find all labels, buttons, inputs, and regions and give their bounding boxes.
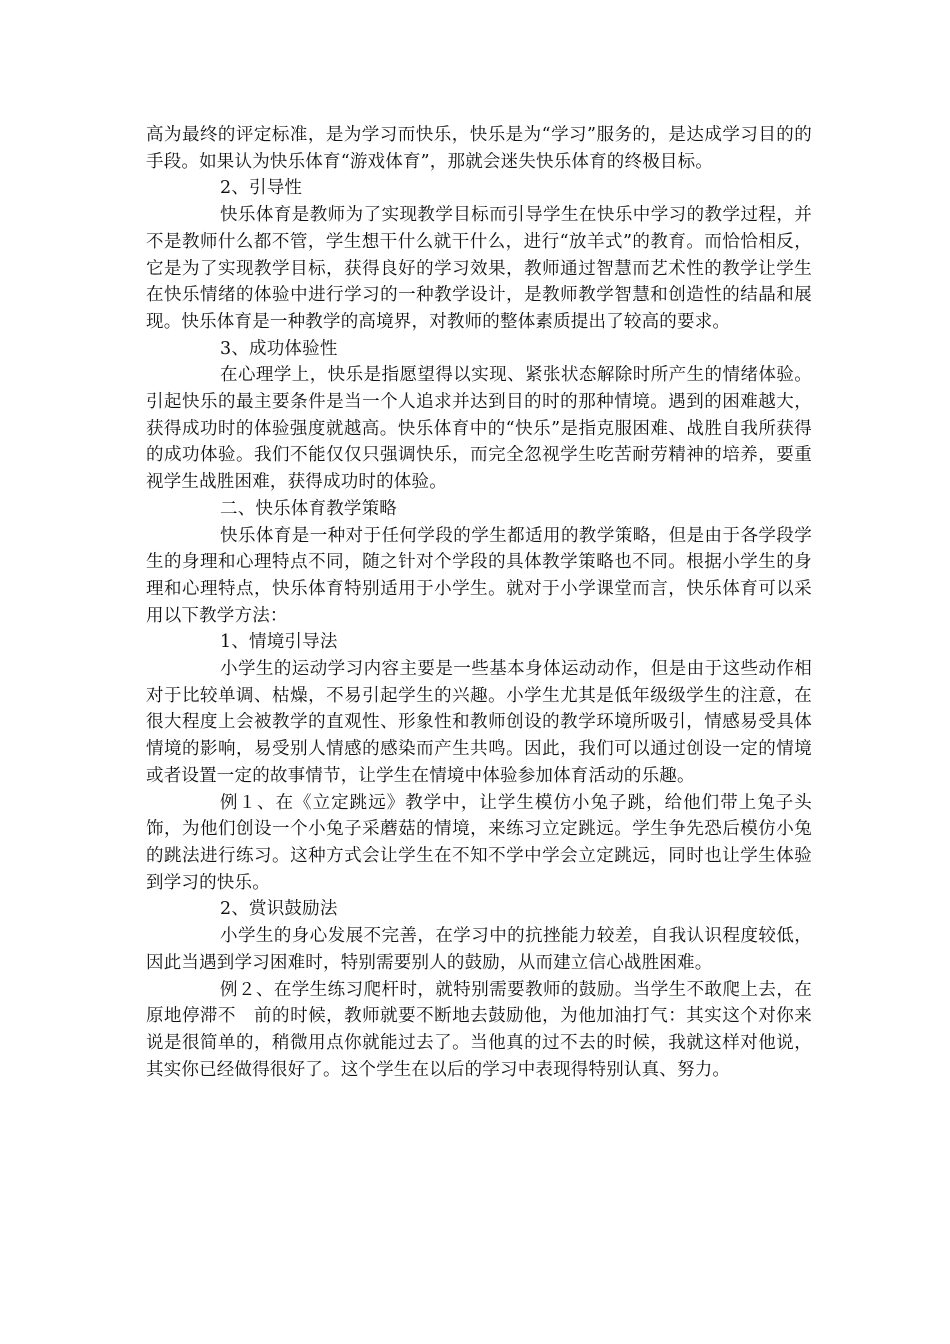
heading-appreciation-encouragement: 2、赏识鼓励法 — [220, 899, 338, 920]
heading-success-experience: 3、成功体验性 — [220, 338, 338, 359]
paragraph-teaching-strategy: 快乐体育是一种对于任何学段的学生都适用的教学策略，但是由于各学段学生的身理和心理特点不同，随之针对个学段的具体教学策略也不同。根据小学生的身理和心理特点，快乐体育特别适用于小学生。就对于小学课堂而言，快乐体育可以采用以下教学方法： — [146, 525, 812, 626]
paragraph-example-2: 例２、在学生练习爬杆时，就特别需要教师的鼓励。当学生不敢爬上去，在原地停滞不 前的时候，教师就要不断地去鼓励他，为他加油打气：其实这个对你来说是很简单的，稍微用点你就能过去了。当他真的过不去的时候，我就这样对他说，其实你已经做得很好了。这个学生在以后的学习中表现得特别认真、努力。 — [146, 979, 812, 1080]
document-body — [146, 122, 812, 1083]
paragraph-success-experience: 在心理学上，快乐是指愿望得以实现、紧张状态解除时所产生的情绪体验。引起快乐的最主要条件是当一个人追求并达到目的时的那种情境。遇到的困难越大，获得成功时的体验强度就越高。快乐体育中的“快乐”是指克服困难、战胜自我所获得的成功体验。我们不能仅仅只强调快乐，而完全忽视学生吃苦耐劳精神的培养，要重视学生战胜困难，获得成功时的体验。 — [146, 365, 812, 493]
heading-guidance: 2、引导性 — [220, 178, 303, 199]
paragraph-appreciation-encouragement: 小学生的身心发展不完善，在学习中的抗挫能力较差，自我认识程度较低，因此当遇到学习困难时，特别需要别人的鼓励，从而建立信心战胜困难。 — [146, 926, 812, 973]
heading-teaching-strategy: 二、快乐体育教学策略 — [220, 498, 397, 519]
paragraph-situational-guidance: 小学生的运动学习内容主要是一些基本身体运动动作，但是由于这些动作相对于比较单调、枯燥，不易引起学生的兴趣。小学生尤其是低年级级学生的注意，在很大程度上会被教学的直观性、形象性和教师创设的教学环境所吸引，情感易受具体情境的影响，易受别人情感的感染而产生共鸣。因此，我们可以通过创设一定的情境或者设置一定的故事情节，让学生在情境中体验参加体育活动的乐趣。 — [146, 659, 812, 786]
paragraph-example-1: 例１、在《立定跳远》教学中，让学生模仿小兔子跳，给他们带上兔子头饰，为他们创设一个小兔子采蘑菇的情境，来练习立定跳远。学生争先恐后模仿小兔的跳法进行练习。这种方式会让学生在不知不学中学会立定跳远，同时也让学生体验到学习的快乐。 — [146, 792, 812, 893]
paragraph-guidance: 快乐体育是教师为了实现教学目标而引导学生在快乐中学习的教学过程，并不是教师什么都不管，学生想干什么就干什么，进行“放羊式”的教育。而恰恰相反，它是为了实现教学目标，获得良好的学习效果，教师通过智慧而艺术性的教学让学生在快乐情绪的体验中进行学习的一种教学设计，是教师教学智慧和创造性的结晶和展现。快乐体育是一种教学的高境界，对教师的整体素质提出了较高的要求。 — [146, 205, 812, 332]
paragraph-intro-continued: 高为最终的评定标准，是为学习而快乐，快乐是为“学习”服务的，是达成学习目的的手段。如果认为快乐体育“游戏体育”，那就会迷失快乐体育的终极目标。 — [146, 125, 812, 172]
heading-situational-guidance: 1、情境引导法 — [220, 632, 338, 653]
